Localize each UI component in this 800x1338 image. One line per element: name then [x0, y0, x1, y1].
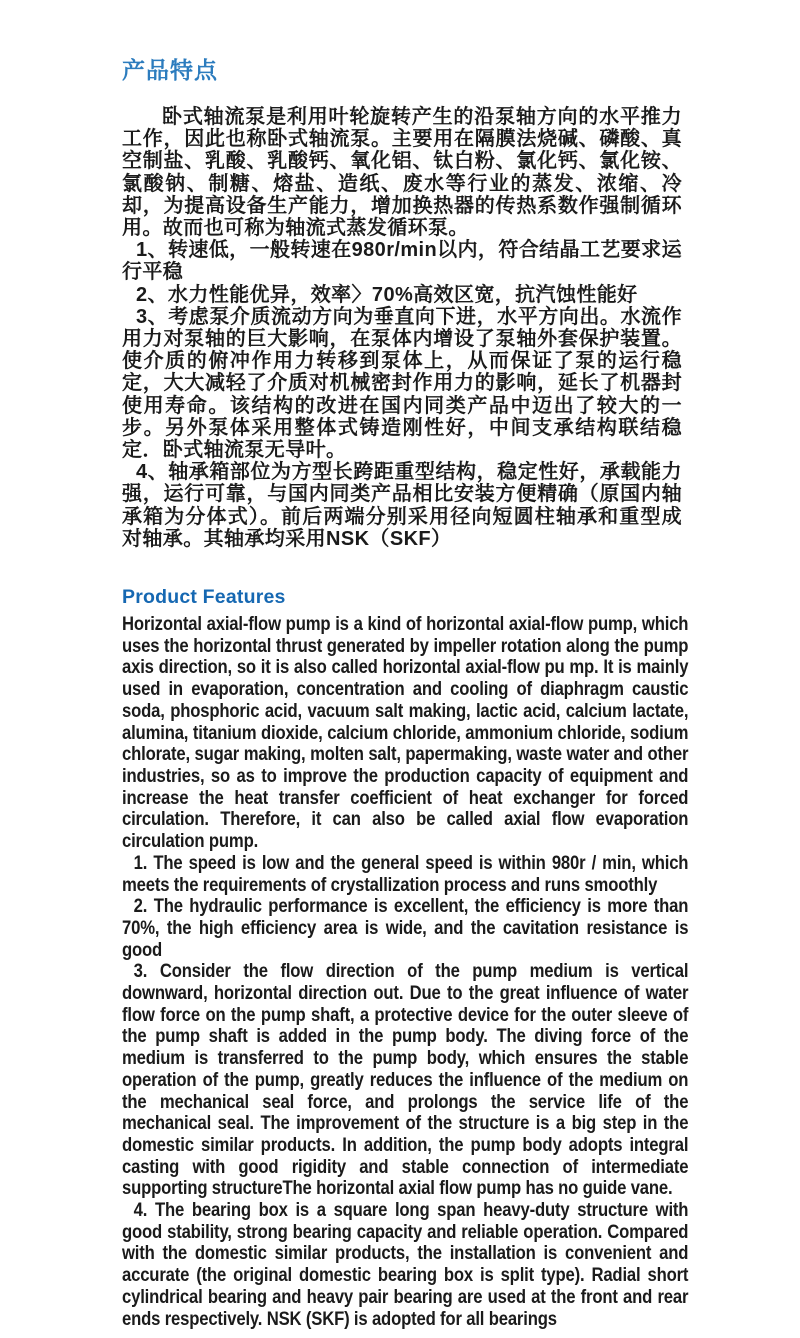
- cn-paragraph-intro: 卧式轴流泵是利用叶轮旋转产生的沿泵轴方向的水平推力工作，因此也称卧式轴流泵。主要用在隔膜法烧碱、磷酸、真空制盐、乳酸、乳酸钙、氧化铝、钛白粉、氯化钙、氯化铵、氯酸钠、制糖、熔盐、造纸、废水等行业的蒸发、浓缩、冷却，为提高设备生产能力，增加换热器的传热系数作强制循环用。故而也可称为轴流式蒸发循环泵。: [122, 106, 682, 240]
- cn-feature-item-3: 3、考虑泵介质流动方向为垂直向下进，水平方向出。水流作用力对泵轴的巨大影响，在泵体内增设了泵轴外套保护装置。使介质的俯冲作用力转移到泵体上，从而保证了泵的运行稳定，大大减轻了介质对机械密封作用力的影响，延长了机器封使用寿命。该结构的改进在国内同类产品中迈出了较大的一步。另外泵体采用整体式铸造刚性好，中间支承结构联结稳定．卧式轴流泵无导叶。: [122, 305, 682, 462]
- en-feature-item-2: 2. The hydraulic performance is excellent, the efficiency is more than 70%, the high efficiency area is wide, and the cavitation resistance is good: [122, 896, 689, 961]
- en-paragraph-intro: Horizontal axial-flow pump is a kind of horizontal axial-flow pump, which uses the horizontal thrust generated by impeller rotation along the pump axis direction, so it is also called horizontal axial-flow pu mp. It is mainly used in evaporation, concentration and cooling of diaphragm caustic soda, phosphoric acid, vacuum salt making, lactic acid, calcium lactate, alumina, titanium dioxide, calcium chloride, ammonium chloride, sodium chlorate, sugar making, molten salt, papermaking, waste water and other industries, so as to improve the production capacity of equipment and increase the heat transfer coefficient of heat exchanger for forced circulation. Therefore, it can also be called axial flow evaporation circulation pump.: [122, 614, 689, 853]
- en-feature-item-4: 4. The bearing box is a square long span heavy-duty structure with good stability, strong bearing capacity and reliable operation. Compared with the domestic similar products, the installation is convenient and accurate (the original domestic bearing box is split type). Radial short cylindrical bearing and heavy pair bearing are used at the front and rear ends respectively. NSK (SKF) is adopted for all bearings: [122, 1200, 689, 1330]
- en-feature-item-3: 3. Consider the flow direction of the pump medium is vertical downward, horizontal direction out. Due to the great influence of water flow force on the pump shaft, a protective device for the outer sleeve of the pump shaft is added in the pump body. The diving force of the medium is transferred to the pump body, which ensures the stable operation of the pump, greatly reduces the influence of the medium on the mechanical seal force, and prolongs the service life of the mechanical seal. The improvement of the structure is a big step in the domestic similar products. In addition, the pump body adopts integral casting with good rigidity and stable connection of intermediate supporting structureThe horizontal axial flow pump has no guide vane.: [122, 961, 689, 1200]
- cn-feature-item-2: 2、水力性能优异，效率〉70%高效区宽，抗汽蚀性能好: [136, 283, 638, 306]
- content-column: [122, 52, 689, 1330]
- cn-feature-item-4: 4、轴承箱部位为方型长跨距重型结构，稳定性好，承载能力强，运行可靠，与国内同类产品相比安装方便精确（原国内轴承箱为分体式）。前后两端分别采用径向短圆柱轴承和重型成对轴承。其轴承均采用NSK（SKF）: [122, 461, 682, 550]
- chinese-section-title: 产品特点: [122, 57, 218, 83]
- chinese-feature-text: [122, 106, 682, 550]
- english-section-title: Product Features: [122, 586, 286, 609]
- en-feature-item-1: 1. The speed is low and the general speed is within 980r / min, which meets the requirements of crystallization process and runs smoothly: [122, 852, 689, 896]
- english-feature-text: [122, 614, 688, 1330]
- cn-feature-item-1: 1、转速低，一般转速在980r/min以内，符合结晶工艺要求运行平稳: [122, 239, 682, 284]
- english-section: [122, 586, 689, 1330]
